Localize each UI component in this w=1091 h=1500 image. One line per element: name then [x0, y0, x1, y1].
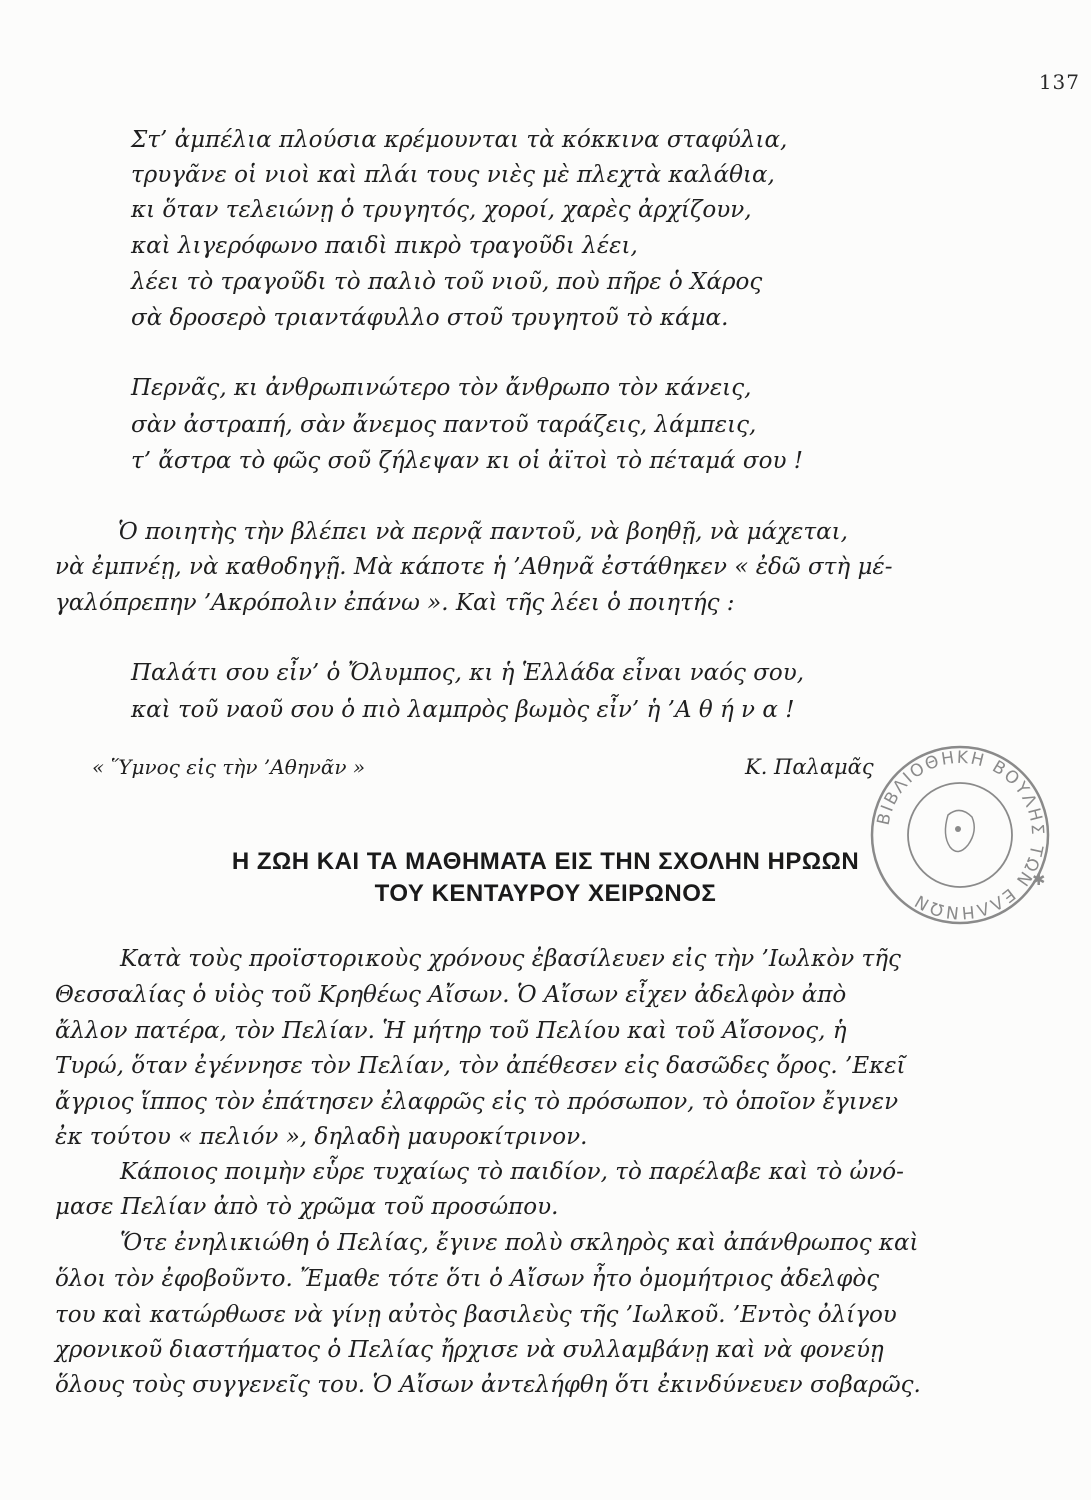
poem-source: « Ὕμνος εἰς τὴν ’Αθηνᾶν »: [92, 755, 366, 779]
prose-line: χρονικοῦ διαστήματος ὁ Πελίας ἤρχισε νὰ συλλαμβάνῃ καὶ νὰ φονεύῃ: [55, 1337, 884, 1363]
verse-line: Στ’ ἀμπέλια πλούσια κρέμουνται τὰ κόκκινα σταφύλια,: [131, 127, 788, 153]
verse-line: κι ὅταν τελειώνῃ ὁ τρυγητός, χοροί, χαρὲς ἀρχίζουν,: [131, 197, 752, 223]
prose-line: ὅλους τοὺς συγγενεῖς του. Ὁ Αἴσων ἀντελήφθη ὅτι ἐκινδύνευεν σοβαρῶς.: [55, 1372, 921, 1398]
prose-line: Τυρώ, ὅταν ἐγέννησε τὸν Πελίαν, τὸν ἀπέθεσεν εἰς δασῶδες ὄρος. ’Εκεῖ: [55, 1053, 906, 1079]
verse-line: καὶ λιγερόφωνο παιδὶ πικρὸ τραγοῦδι λέει,: [131, 233, 638, 259]
stamp-inner-ring: [908, 783, 1012, 887]
prose-line: Ὅτε ἐνηλικιώθη ὁ Πελίας, ἔγινε πολὺ σκληρὸς καὶ ἀπάνθρωπος καὶ: [120, 1230, 919, 1256]
verse-line: Περνᾶς, κι ἀνθρωπινώτερο τὸν ἄνθρωπο τὸν κάνεις,: [131, 375, 752, 401]
prose-line: ἄλλον πατέρα, τὸν Πελίαν. Ἡ μήτηρ τοῦ Πελίου καὶ τοῦ Αἴσονος, ἡ: [55, 1018, 847, 1044]
poem-author: Κ. Παλαμᾶς: [745, 755, 874, 779]
page-number: 137: [1038, 70, 1080, 94]
verse-line: τρυγᾶνε οἱ νιοὶ καὶ πλάι τους νιὲς μὲ πλεχτὰ καλάθια,: [131, 162, 775, 188]
section-title-line-1: Η ΖΩΗ ΚΑΙ ΤΑ ΜΑΘΗΜΑΤΑ ΕΙΣ ΤΗΝ ΣΧΟΛΗΝ ΗΡΩΩΝ: [231, 848, 860, 875]
library-stamp: [860, 735, 1060, 935]
prose-line: Κάποιος ποιμὴν εὗρε τυχαίως τὸ παιδίον, τὸ παρέλαβε καὶ τὸ ὠνό-: [120, 1159, 904, 1185]
prose-line: του καὶ κατώρθωσε νὰ γίνῃ αὐτὸς βασιλεὺς τῆς ’Ιωλκοῦ. ’Εντὸς ὀλίγου: [55, 1302, 897, 1328]
prose-line: γαλόπρεπην ’Ακρόπολιν ἐπάνω ». Καὶ τῆς λέει ὁ ποιητής :: [55, 590, 735, 616]
verse-line: καὶ τοῦ ναοῦ σου ὁ πιὸ λαμπρὸς βωμὸς εἶν’ ἡ ’Α θ ή ν α !: [131, 697, 795, 723]
section-title-line-2: ΤΟΥ ΚΕΝΤΑΥΡΟΥ ΧΕΙΡΩΝΟΣ: [374, 880, 717, 907]
prose-line: μασε Πελίαν ἀπὸ τὸ χρῶμα τοῦ προσώπου.: [55, 1194, 559, 1220]
prose-line: ἄγριος ἵππος τὸν ἐπάτησεν ἐλαφρῶς εἰς τὸ πρόσωπον, τὸ ὁποῖον ἔγινεν: [55, 1089, 899, 1115]
stamp-text: ΒΙΒΛΙΟΘΗΚΗ ΒΟΥΛΗΣ ΤΩΝ ΕΛΛΗΝΩΝ: [873, 747, 1048, 923]
prose-line: ἐκ τούτου « πελιόν », δηλαδὴ μαυροκίτρινον.: [55, 1124, 588, 1150]
verse-line: σὰν ἀστραπή, σὰν ἄνεμος παντοῦ ταράζεις, λάμπεις,: [131, 412, 757, 438]
stamp-dot-icon: [955, 826, 961, 832]
prose-line: Ὁ ποιητὴς τὴν βλέπει νὰ περνᾷ παντοῦ, νὰ βοηθῇ, νὰ μάχεται,: [118, 519, 848, 545]
verse-line: Παλάτι σου εἶν’ ὁ Ὄλυμπος, κι ἡ Ἑλλάδα εἶναι ναός σου,: [131, 660, 805, 686]
prose-line: Κατὰ τοὺς προϊστορικοὺς χρόνους ἐβασίλευεν εἰς τὴν ’Ιωλκὸν τῆς: [120, 946, 901, 972]
stamp-outer-ring: [872, 747, 1048, 923]
stamp-star-icon: ✱: [1032, 870, 1046, 889]
verse-line: σὰ δροσερὸ τριαντάφυλλο στοῦ τρυγητοῦ τὸ κάμα.: [131, 305, 729, 331]
prose-line: Θεσσαλίας ὁ υἱὸς τοῦ Κρηθέως Αἴσων. Ὁ Αἴσων εἶχεν ἀδελφὸν ἀπὸ: [55, 982, 847, 1008]
prose-line: νὰ ἐμπνέῃ, νὰ καθοδηγῇ. Μὰ κάποτε ἡ ’Αθηνᾶ ἐστάθηκεν « ἐδῶ στὴ μέ-: [55, 554, 893, 580]
verse-line: τ’ ἄστρα τὸ φῶς σοῦ ζήλεψαν κι οἱ ἀϊτοὶ τὸ πέταμά σου !: [131, 448, 803, 474]
verse-line: λέει τὸ τραγοῦδι τὸ παλιὸ τοῦ νιοῦ, ποὺ πῆρε ὁ Χάρος: [131, 269, 763, 295]
prose-line: ὅλοι τὸν ἐφοβοῦντο. Ἔμαθε τότε ὅτι ὁ Αἴσων ἦτο ὁμομήτριος ἀδελφὸς: [55, 1266, 880, 1292]
